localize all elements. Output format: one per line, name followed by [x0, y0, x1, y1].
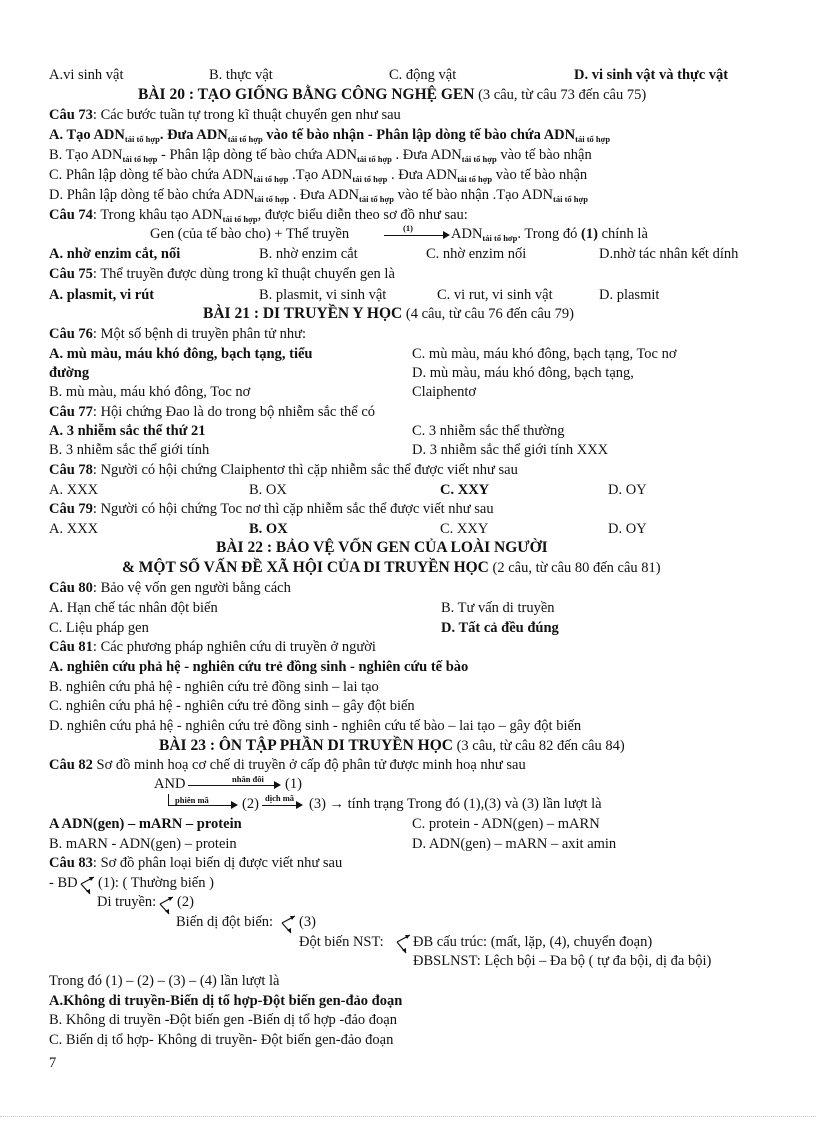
q77-option-a: A. 3 nhiễm sắc thể thứ 21	[49, 423, 206, 439]
q83-option-c: C. Biến dị tổ hợp- Không di truyền- Đột biến gen-đảo đoạn	[49, 1032, 394, 1048]
q82-scheme-3: (3) → tính trạng Trong đó (1),(3) và (3) lần lượt là	[309, 796, 602, 812]
q74-option-d: D.nhờ tác nhân kết dính	[599, 246, 739, 262]
q73-option-b: B. Tạo $ADN_{tái tổ hợp}$ - Phân lập dòng tế bào chứa $ADN_{tái tổ hợp}$ . Đưa $ADN_{tái tổ hợp}$ vào tế bào nhận	[49, 147, 592, 164]
q79-option-b: B. OX	[249, 521, 288, 537]
q82-branch-line	[168, 794, 169, 805]
q82-label-translation: dịch mã	[265, 793, 295, 803]
q82-scheme-1: (1)	[285, 776, 302, 792]
option-c: C. động vật	[389, 67, 457, 83]
lesson-20-heading: BÀI 20 : TẠO GIỐNG BẰNG CÔNG NGHỆ GEN (3 câu, từ câu 73 đến câu 75)	[138, 86, 647, 103]
q82-arrow-line-1	[188, 785, 275, 786]
q74-scheme-left: Gen (của tế bào cho) + Thể truyền	[150, 226, 350, 242]
q73-option-a: A. Tạo $ADN_{tái tổ hợp}$. Đưa $ADN_{tái tổ hợp}$ vào tế bào nhận - Phân lập dòng tế bào chứa $ADN_{tái tổ hợp}$	[49, 127, 611, 144]
q78-option-a: A. XXX	[49, 482, 99, 498]
q82-scheme-2: (2)	[242, 796, 259, 812]
question-74: Câu 74: Trong khâu tạo $ADN_{tái tổ hợp}$, được biểu diễn theo sơ đồ như sau:	[49, 207, 468, 224]
q82-option-b: B. mARN - ADN(gen) – protein	[49, 836, 237, 852]
q80-option-a: A. Hạn chế tác nhân đột biến	[49, 600, 218, 616]
q82-arrow-head-2	[231, 801, 238, 809]
q75-option-b: B. plasmit, vi sinh vật	[259, 287, 387, 303]
question-76: Câu 76: Một số bệnh di truyền phân tử như:	[49, 326, 306, 342]
q83-option-b: B. Không di truyền -Đột biến gen -Biến dị tổ hợp -đảo đoạn	[49, 1012, 397, 1028]
q83-scheme-structural: ĐB cấu trúc: (mất, lặp, (4), chuyển đoạn)	[413, 934, 653, 950]
q83-option-a: A.Không di truyền-Biến dị tổ hợp-Đột biến gen-đảo đoạn	[49, 993, 403, 1009]
q76-option-a-cont: đường	[49, 365, 90, 381]
q78-option-c: C. XXY	[440, 482, 490, 498]
q83-scheme-3: (3)	[299, 914, 316, 930]
q82-option-d: D. ADN(gen) – mARN – axit amin	[412, 836, 617, 852]
option-a: A.vi sinh vật	[49, 67, 124, 83]
q83-scheme-nst: Đột biến NST:	[299, 934, 384, 950]
q75-option-a: A. plasmit, vi rút	[49, 287, 155, 303]
q83-scheme-mutation: Biến dị đột biến:	[176, 914, 274, 930]
question-75: Câu 75: Thể truyền được dùng trong kĩ thuật chuyển gen là	[49, 266, 395, 282]
q82-arrow-head-3	[296, 801, 303, 809]
q83-scheme-numerical: ĐBSLNST: Lệch bội – Đa bộ ( tự đa bội, dị đa bội)	[413, 953, 712, 969]
q83-scheme-2: (2)	[177, 894, 194, 910]
q79-option-d: D. OY	[608, 521, 647, 537]
q74-option-a: A. nhờ enzim cắt, nối	[49, 246, 181, 262]
q83-fork-icon-3	[279, 911, 299, 935]
q82-arrow-head-1	[274, 781, 281, 789]
q77-option-b: B. 3 nhiễm sắc thể giới tính	[49, 442, 210, 458]
question-73: Câu 73: Các bước tuần tự trong kĩ thuật chuyển gen như sau	[49, 107, 401, 123]
q80-option-b: B. Tư vấn di truyền	[441, 600, 555, 616]
q81-option-c: C. nghiên cứu phả hệ - nghiên cứu trẻ đồng sinh – gây đột biến	[49, 698, 415, 714]
q82-option-a: A ADN(gen) – mARN – protein	[49, 816, 242, 832]
q74-option-c: C. nhờ enzim nối	[426, 246, 527, 262]
question-77: Câu 77: Hội chứng Đao là do trong bộ nhiễm sắc thể có	[49, 404, 376, 420]
q76-option-c: C. mù màu, máu khó đông, bạch tạng, Toc nơ	[412, 346, 677, 362]
q75-option-d: D. plasmit	[599, 287, 660, 303]
option-b: B. thực vật	[209, 67, 273, 83]
q77-option-d: D. 3 nhiễm sắc thể giới tính XXX	[412, 442, 609, 458]
q73-option-c: C. Phân lập dòng tế bào chứa $ADN_{tái tổ hợp}$ .Tạo $ADN_{tái tổ hợp}$ . Đưa $ADN_{tái tổ hợp}$ vào tế bào nhận	[49, 167, 588, 184]
q83-scheme-hereditary: Di truyền:	[97, 894, 157, 910]
question-79: Câu 79: Người có hội chứng Toc nơ thì cặp nhiễm sắc thể được viết như sau	[49, 501, 494, 517]
q76-option-b: B. mù màu, máu khó đông, Toc nơ	[49, 384, 251, 400]
question-81: Câu 81: Các phương pháp nghiên cứu di truyền ở người	[49, 639, 376, 655]
question-80: Câu 80: Bảo vệ vốn gen người bằng cách	[49, 580, 291, 596]
q82-label-transcription: phiên mã	[175, 795, 209, 805]
q82-scheme-and: AND	[154, 776, 186, 792]
q76-option-d-cont: Claiphentơ	[412, 384, 477, 400]
q83-stem: Trong đó (1) – (2) – (3) – (4) lần lượt là	[49, 973, 280, 989]
q79-option-c: C. XXY	[440, 521, 489, 537]
q74-scheme-right: $ADN_{tái tổ hơp}$. Trong đó (1) chính là	[451, 226, 648, 243]
question-83: Câu 83: Sơ đồ phân loại biến dị được viết như sau	[49, 855, 343, 871]
q82-arrow-line-2	[168, 805, 232, 806]
q81-option-a: A. nghiên cứu phả hệ - nghiên cứu trẻ đồng sinh - nghiên cứu tế bào	[49, 659, 469, 675]
lesson-21-heading: BÀI 21 : DI TRUYỀN Y HỌC (4 câu, từ câu 76 đến câu 79)	[203, 305, 574, 322]
question-82: Câu 82 Sơ đồ minh hoạ cơ chế di truyền ở cấp độ phân tử được minh hoạ như sau	[49, 757, 526, 773]
q82-option-c: C. protein - ADN(gen) – mARN	[412, 816, 600, 832]
lesson-23-heading: BÀI 23 : ÔN TẬP PHẦN DI TRUYỀN HỌC (3 câu, từ câu 82 đến câu 84)	[159, 737, 625, 754]
q74-arrow-line	[384, 235, 444, 236]
q81-option-d: D. nghiên cứu phả hệ - nghiên cứu trẻ đồng sinh - nghiên cứu tế bào – lai tạo – gây đột biến	[49, 718, 582, 734]
q83-fork-icon-2	[157, 892, 177, 916]
q82-arrow-line-3	[262, 805, 297, 806]
q83-fork-icon-4	[394, 930, 414, 956]
q74-arrow-head	[443, 231, 450, 239]
q74-option-b: B. nhờ enzim cắt	[259, 246, 358, 262]
q73-option-d: D. Phân lập dòng tế bào chứa $ADN_{tái tổ hợp}$ . Đưa $ADN_{tái tổ hợp}$ vào tế bào nhận .Tạo $ADN_{tái tổ hợp}$	[49, 187, 588, 204]
q78-option-b: B. OX	[249, 482, 287, 498]
q81-option-b: B. nghiên cứu phả hệ - nghiên cứu trẻ đồng sinh – lai tạo	[49, 679, 379, 695]
q80-option-d: D. Tất cả đều đúng	[441, 620, 559, 636]
q80-option-c: C. Liệu pháp gen	[49, 620, 149, 636]
lesson-22-heading: BÀI 22 : BẢO VỆ VỐN GEN CỦA LOÀI NGƯỜI	[216, 539, 548, 556]
q76-option-a: A. mù màu, máu khó đông, bạch tạng, tiểu	[49, 346, 313, 362]
page-number: 7	[49, 1055, 57, 1071]
q83-scheme-bd: - BD	[49, 875, 78, 891]
q77-option-c: C. 3 nhiễm sắc thể thường	[412, 423, 565, 439]
q76-option-d: D. mù màu, máu khó đông, bạch tạng,	[412, 365, 634, 381]
q78-option-d: D. OY	[608, 482, 647, 498]
lesson-22-subheading: & MỘT SỐ VẤN ĐỀ XÃ HỘI CỦA DI TRUYỀN HỌC (2 câu, từ câu 80 đến câu 81)	[122, 559, 661, 576]
option-d: D. vi sinh vật và thực vật	[574, 67, 729, 83]
q82-label-replication: nhân đôi	[232, 774, 264, 784]
page-footer-divider	[0, 1116, 816, 1117]
q83-scheme-1: (1): ( Thường biến )	[98, 875, 214, 891]
q75-option-c: C. vi rut, vi sinh vật	[437, 287, 553, 303]
q74-arrow-label: (1)	[403, 223, 413, 233]
q83-fork-icon-1	[78, 872, 98, 896]
question-78: Câu 78: Người có hội chứng Claiphentơ thì cặp nhiễm sắc thể được viết như sau	[49, 462, 518, 478]
q79-option-a: A. XXX	[49, 521, 99, 537]
